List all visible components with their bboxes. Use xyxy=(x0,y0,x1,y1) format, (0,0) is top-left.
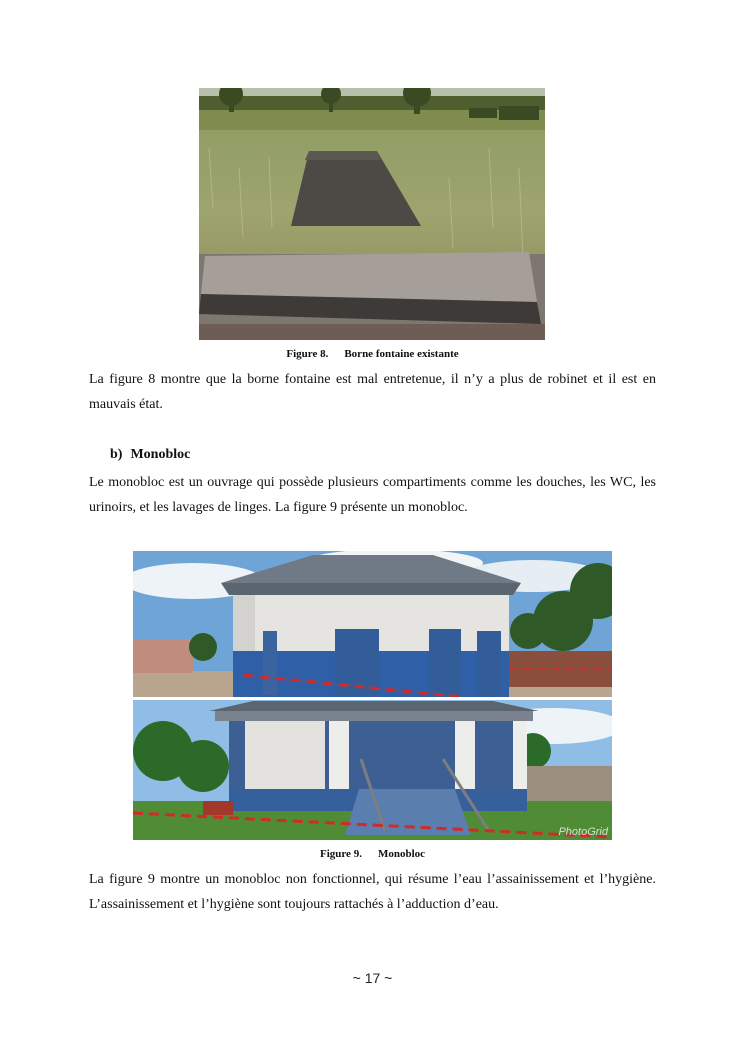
section-label: b) xyxy=(110,447,123,462)
figure-9-title: Monobloc xyxy=(377,848,426,860)
figure-9-caption xyxy=(0,848,745,860)
figure-8-title: Borne fontaine existante xyxy=(344,348,459,360)
monobloc-image xyxy=(133,551,612,840)
borne-fontaine-image xyxy=(199,88,545,340)
section-heading xyxy=(110,447,190,463)
figure-8-number: Figure 8. xyxy=(286,348,329,360)
figure-9-photo xyxy=(133,551,612,840)
photo-watermark: PhotoGrid xyxy=(558,826,608,838)
figure-9-number: Figure 9. xyxy=(319,848,362,860)
section-title: Monobloc xyxy=(130,447,191,462)
paragraph-monobloc: Le monobloc est un ouvrage qui possède plusieurs compartiments comme les douches, les WC, les urinoirs, et les lavages de linges. La figure 9 présente un monobloc. xyxy=(89,475,656,515)
figure-8-photo xyxy=(199,88,545,340)
figure-8-caption xyxy=(0,348,745,360)
paragraph-figure-9: La figure 9 montre un monobloc non fonctionnel, qui résume l’eau l’assainissement et l’hygiène. L’assainissement et l’hygiène sont toujours rattachés à l’adduction d’eau. xyxy=(89,872,656,912)
page-number: ~ 17 ~ xyxy=(352,970,393,986)
paragraph-figure-8: La figure 8 montre que la borne fontaine est mal entretenue, il n’y a plus de robinet et il est en mauvais état. xyxy=(89,372,656,412)
